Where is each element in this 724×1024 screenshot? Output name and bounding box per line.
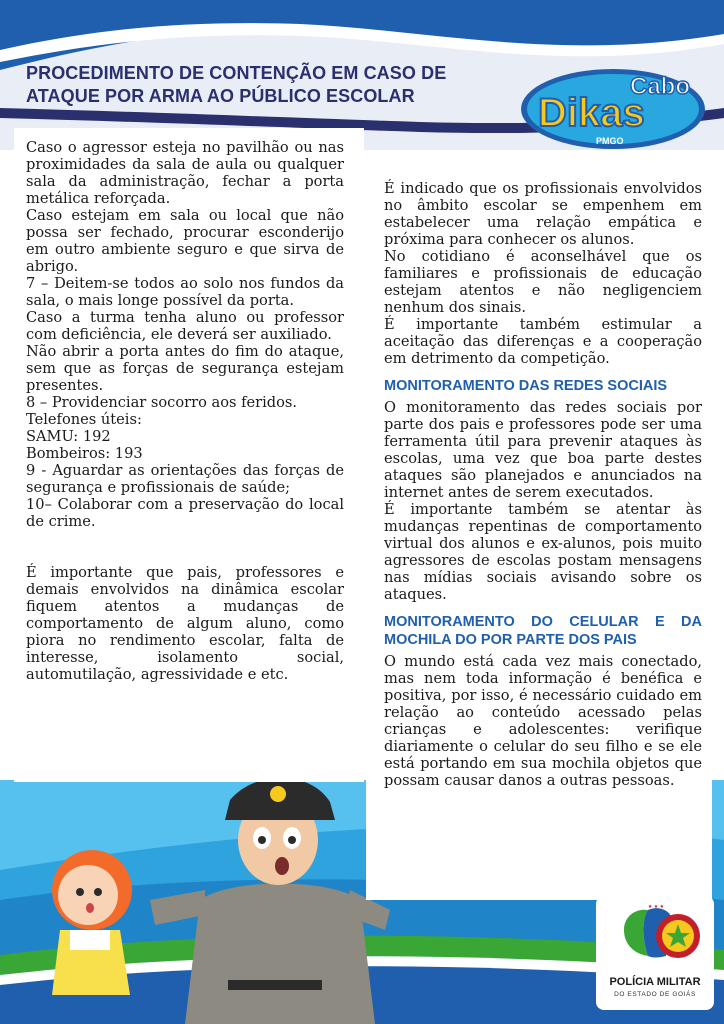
left-text-1: Caso o agressor esteja no pavilhão ou nas proximidades da sala de aula ou qualquer sala da administração, fechar a porta metálica reforçada.	[26, 139, 344, 207]
left-text-3: 7 – Deitem-se todos ao solo nos fundos da sala, o mais longe possível da porta.	[26, 275, 344, 309]
badge-line2: DO ESTADO DE GOIÁS	[614, 991, 696, 998]
social-paragraph-2: É importante também se atentar às mudanças repentinas de comportamento virtual dos alunos e ex-alunos, pois muito agressores de escolas postam mensagens nas mídias sociais avisando sobre os ataques.	[384, 501, 702, 603]
left-text-4: Caso a turma tenha aluno ou professor com deficiência, ele deverá ser auxiliado.	[26, 309, 344, 343]
police-badge	[596, 896, 714, 1010]
left-text-6: 8 – Providenciar socorro aos feridos.	[26, 394, 298, 411]
page-title: PROCEDIMENTO DE CONTENÇÃO EM CASO DE ATAQUE POR ARMA AO PÚBLICO ESCOLAR	[26, 63, 447, 106]
badge-line1: POLÍCIA MILITAR	[609, 976, 701, 988]
right-intro-3: É importante também estimular a aceitação das diferenças e a cooperação em detrimento da competição.	[384, 316, 702, 367]
badge-emblem-icon	[596, 896, 714, 976]
left-text-8: SAMU: 192	[26, 428, 111, 445]
left-text-2: Caso estejam em sala ou local que não possa ser fechado, procurar esconderijo em outro ambiente seguro e que sirva de abrigo.	[26, 207, 344, 275]
right-column	[384, 180, 702, 789]
left-text-7: Telefones úteis:	[26, 411, 142, 428]
right-intro-1: É indicado que os profissionais envolvidos no âmbito escolar se empenhem em estabelecer uma relação empática e próxima para conhecer os alunos.	[384, 180, 702, 248]
section-heading-phone: MONITORAMENTO DO CELULAR E DA MOCHILA DO POR PARTE DOS PAIS	[384, 614, 702, 648]
left-text-5: Não abrir a porta antes do fim do ataque, sem que as forças de segurança estejam presentes.	[26, 343, 344, 394]
cabo-dikas-logo	[518, 66, 708, 152]
left-paragraph-2: É importante que pais, professores e demais envolvidos na dinâmica escolar fiquem atentos a mudanças de comportamento de algum aluno, como piora no rendimento escolar, falta de interesse, isolamento social, automutilação, agressividade e etc.	[26, 564, 344, 683]
left-text-11: 10– Colaborar com a preservação do local de crime.	[26, 496, 344, 530]
left-text-9: Bombeiros: 193	[26, 445, 143, 462]
social-paragraph-1: O monitoramento das redes sociais por parte dos pais e professores pode ser uma ferramenta útil para prevenir ataques às escolas, uma vez que boa parte destes ataques são planejados e anunciados na internet antes de serem executados.	[384, 399, 702, 501]
svg-text:★ ★ ★: ★ ★ ★	[647, 904, 665, 910]
logo-word1: Cabo	[630, 73, 690, 100]
right-intro-2: No cotidiano é aconselhável que os familiares e profissionais de educação estejam atentos e não negligenciem nenhum dos sinais.	[384, 248, 702, 316]
phone-paragraph: O mundo está cada vez mais conectado, mas nem toda informação é benéfica e positiva, por isso, é necessário cuidado em relação ao conteúdo acessado pelas crianças e adolescentes: verifique diariamente o celular do seu filho e se ele está portando em sua mochila objetos que possam causar danos a outras pessoas.	[384, 653, 702, 789]
logo-sub: PMGO	[596, 136, 624, 146]
section-heading-social: MONITORAMENTO DAS REDES SOCIAIS	[384, 378, 668, 394]
left-text-10: 9 - Aguardar as orientações das forças de segurança e profissionais de saúde;	[26, 462, 344, 496]
logo-word2: Dikas	[538, 91, 645, 135]
left-column	[26, 139, 344, 683]
